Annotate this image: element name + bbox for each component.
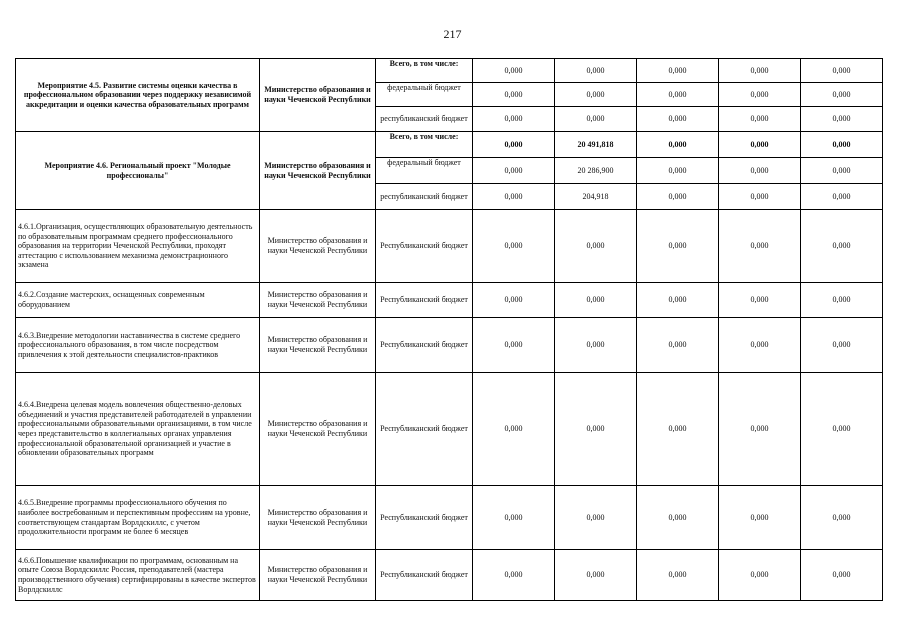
value-cell: 0,000 xyxy=(473,83,555,107)
subitem-executor: Министерство образования и науки Чеченской Республики xyxy=(260,373,376,486)
value-cell: 0,000 xyxy=(719,283,801,318)
value-cell: 0,000 xyxy=(555,210,637,283)
subitem-name: 4.6.6.Повышение квалификации по программам, основанным на опыте Союза Ворлдскиллс Россия, преподавателей (мастера производственного обучения) сертифицированы в качестве экспертов Ворлдскиллс xyxy=(16,550,260,601)
funding-source: республиканский бюджет xyxy=(376,184,473,210)
value-cell: 0,000 xyxy=(637,59,719,83)
value-cell: 0,000 xyxy=(555,283,637,318)
value-cell: 0,000 xyxy=(637,550,719,601)
value-cell: 0,000 xyxy=(637,158,719,184)
table-row xyxy=(16,210,883,283)
funding-source: Республиканский бюджет xyxy=(376,486,473,550)
value-cell: 0,000 xyxy=(473,107,555,132)
value-cell: 0,000 xyxy=(801,59,883,83)
funding-source: федеральный бюджет xyxy=(376,158,473,184)
value-cell: 0,000 xyxy=(801,210,883,283)
value-cell: 0,000 xyxy=(801,107,883,132)
subitem-executor: Министерство образования и науки Чеченской Республики xyxy=(260,486,376,550)
value-cell: 0,000 xyxy=(555,550,637,601)
value-cell: 0,000 xyxy=(719,83,801,107)
funding-source: Всего, в том числе: xyxy=(376,132,473,158)
value-cell: 0,000 xyxy=(473,158,555,184)
value-cell: 0,000 xyxy=(801,184,883,210)
subitem-executor: Министерство образования и науки Чеченской Республики xyxy=(260,283,376,318)
value-cell: 0,000 xyxy=(473,283,555,318)
value-cell: 0,000 xyxy=(473,210,555,283)
subitem-executor: Министерство образования и науки Чеченской Республики xyxy=(260,210,376,283)
value-cell: 0,000 xyxy=(473,486,555,550)
value-cell: 0,000 xyxy=(637,83,719,107)
value-cell: 0,000 xyxy=(719,158,801,184)
event-executor: Министерство образования и науки Чеченской Республики xyxy=(260,132,376,210)
value-cell: 0,000 xyxy=(637,486,719,550)
value-cell: 0,000 xyxy=(719,550,801,601)
value-cell: 0,000 xyxy=(555,59,637,83)
value-cell: 0,000 xyxy=(719,107,801,132)
page-number: 217 xyxy=(443,27,462,41)
funding-table xyxy=(15,58,883,601)
event-executor: Министерство образования и науки Чеченской Республики xyxy=(260,59,376,132)
value-cell: 0,000 xyxy=(801,132,883,158)
subitem-name: 4.6.3.Внедрение методологии наставничества в системе среднего профессионального образования, в том числе посредством привлечения к этой деятельности специалистов-практиков xyxy=(16,318,260,373)
value-cell: 0,000 xyxy=(473,132,555,158)
value-cell: 0,000 xyxy=(473,373,555,486)
funding-source: федеральный бюджет xyxy=(376,83,473,107)
value-cell: 0,000 xyxy=(719,59,801,83)
table-row xyxy=(16,283,883,318)
value-cell: 0,000 xyxy=(801,318,883,373)
value-cell: 0,000 xyxy=(637,283,719,318)
value-cell: 0,000 xyxy=(637,210,719,283)
value-cell: 0,000 xyxy=(719,210,801,283)
value-cell: 0,000 xyxy=(555,486,637,550)
value-cell: 0,000 xyxy=(719,132,801,158)
value-cell: 0,000 xyxy=(473,550,555,601)
funding-source: Республиканский бюджет xyxy=(376,373,473,486)
value-cell: 204,918 xyxy=(555,184,637,210)
value-cell: 0,000 xyxy=(473,59,555,83)
table-row xyxy=(16,132,883,158)
value-cell: 0,000 xyxy=(555,107,637,132)
value-cell: 0,000 xyxy=(801,486,883,550)
value-cell: 0,000 xyxy=(555,83,637,107)
value-cell: 0,000 xyxy=(555,373,637,486)
funding-source: Республиканский бюджет xyxy=(376,550,473,601)
value-cell: 0,000 xyxy=(555,318,637,373)
event-name: Мероприятие 4.5. Развитие системы оценки качества в профессиональном образовании через поддержку независимой аккредитации и оценки качества образовательных программ xyxy=(16,59,260,132)
value-cell: 0,000 xyxy=(473,184,555,210)
value-cell: 0,000 xyxy=(719,373,801,486)
subitem-name: 4.6.5.Внедрение программы профессионального обучения по наиболее востребованным и перспективным профессиям на уровне, соответствующем стандартам Ворлдскиллс, с учетом продолжительности программ не более 6 месяцев xyxy=(16,486,260,550)
value-cell: 0,000 xyxy=(637,132,719,158)
funding-source: Республиканский бюджет xyxy=(376,210,473,283)
subitem-name: 4.6.1.Организация, осуществляющих образовательную деятельность по образовательным программам среднего профессионального образования на территории Чеченской Республики, проходят аттестацию с использованием механизма демонстрационного экзамена xyxy=(16,210,260,283)
table-row xyxy=(16,486,883,550)
value-cell: 0,000 xyxy=(801,550,883,601)
funding-source: Республиканский бюджет xyxy=(376,318,473,373)
value-cell: 0,000 xyxy=(637,107,719,132)
subitem-name: 4.6.4.Внедрена целевая модель вовлечения общественно-деловых объединений и участия представителей работодателей в управлении профессиональными образовательными организациями, в том числе через представительство в коллегиальных органах управления профессиональной образовательной организацией и участие в обновлении образовательных программ xyxy=(16,373,260,486)
subitem-executor: Министерство образования и науки Чеченской Республики xyxy=(260,550,376,601)
value-cell: 0,000 xyxy=(637,184,719,210)
value-cell: 0,000 xyxy=(637,318,719,373)
value-cell: 20 491,818 xyxy=(555,132,637,158)
table-row xyxy=(16,373,883,486)
value-cell: 0,000 xyxy=(473,318,555,373)
table-row xyxy=(16,318,883,373)
value-cell: 0,000 xyxy=(637,373,719,486)
subitem-executor: Министерство образования и науки Чеченской Республики xyxy=(260,318,376,373)
value-cell: 0,000 xyxy=(719,184,801,210)
event-name: Мероприятие 4.6. Региональный проект "Молодые профессионалы" xyxy=(16,132,260,210)
value-cell: 0,000 xyxy=(801,158,883,184)
funding-source: Республиканский бюджет xyxy=(376,283,473,318)
subitem-name: 4.6.2.Создание мастерских, оснащенных современным оборудованием xyxy=(16,283,260,318)
value-cell: 0,000 xyxy=(801,373,883,486)
value-cell: 0,000 xyxy=(801,283,883,318)
value-cell: 0,000 xyxy=(719,486,801,550)
value-cell: 0,000 xyxy=(801,83,883,107)
table-row xyxy=(16,59,883,83)
funding-source: республиканский бюджет xyxy=(376,107,473,132)
funding-source: Всего, в том числе: xyxy=(376,59,473,83)
value-cell: 0,000 xyxy=(719,318,801,373)
value-cell: 20 286,900 xyxy=(555,158,637,184)
table-row xyxy=(16,550,883,601)
